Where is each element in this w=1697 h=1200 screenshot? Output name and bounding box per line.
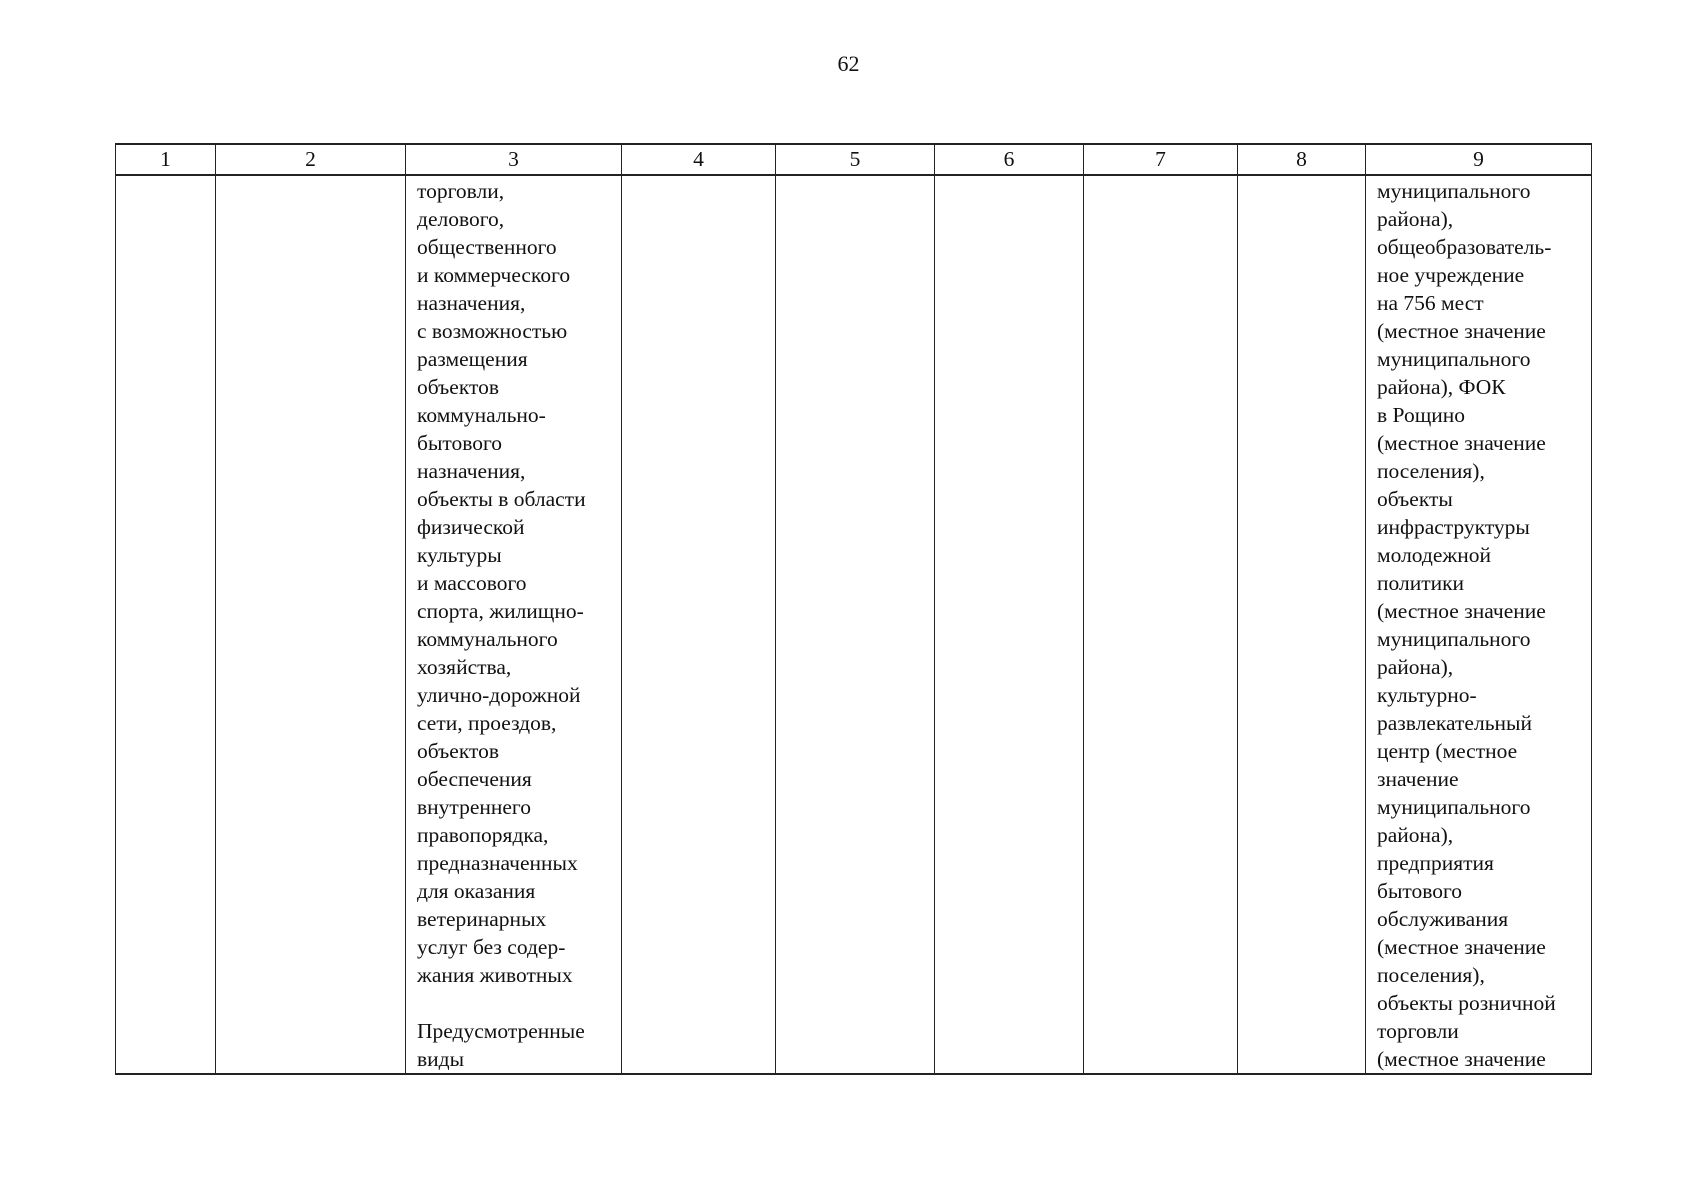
text-line: спорта, жилищно- <box>417 599 584 623</box>
text-line: размещения <box>417 347 528 371</box>
cell-col-3-text <box>406 176 621 1073</box>
text-line: (местное значение <box>1377 599 1546 623</box>
text-line: политики <box>1377 571 1465 595</box>
cell-col-2 <box>216 175 406 1074</box>
text-line: и коммерческого <box>417 263 571 287</box>
text-line: (местное значение <box>1377 431 1546 455</box>
text-line: для оказания <box>417 879 536 903</box>
text-line: объекты розничной <box>1377 991 1556 1015</box>
text-line: жания животных <box>417 963 573 987</box>
text-line: развлекательный <box>1377 711 1532 735</box>
text-line: бытового <box>1377 879 1463 903</box>
text-line: района), <box>1377 207 1454 231</box>
cell-col-4 <box>622 175 776 1074</box>
text-line: общественного <box>417 235 557 259</box>
text-line: предприятия <box>1377 851 1494 875</box>
text-line: предназначенных <box>417 851 578 875</box>
text-line: на 756 мест <box>1377 291 1484 315</box>
text-line: (местное значение <box>1377 1047 1546 1071</box>
text-line: объектов <box>417 739 499 763</box>
column-header-2: 2 <box>216 144 406 175</box>
text-line: обслуживания <box>1377 907 1509 931</box>
text-line: коммунального <box>417 627 558 651</box>
text-line: ветеринарных <box>417 907 547 931</box>
text-line: муниципального <box>1377 627 1531 651</box>
text-line: Предусмотренные <box>417 1019 585 1043</box>
text-line: (местное значение <box>1377 319 1546 343</box>
text-line: назначения, <box>417 291 526 315</box>
text-line: делового, <box>417 207 505 231</box>
text-line: сети, проездов, <box>417 711 557 735</box>
page-number: 62 <box>837 51 860 76</box>
cell-col-7 <box>1084 175 1238 1074</box>
column-header-9: 9 <box>1366 144 1592 175</box>
text-line: торговли <box>1377 1019 1459 1043</box>
text-line: района), <box>1377 655 1454 679</box>
text-line: и массового <box>417 571 527 595</box>
text-line: района), ФОК <box>1377 375 1506 399</box>
text-line: назначения, <box>417 459 526 483</box>
text-line: инфраструктуры <box>1377 515 1530 539</box>
column-header-1: 1 <box>116 144 216 175</box>
text-line: молодежной <box>1377 543 1492 567</box>
text-line: муниципального <box>1377 795 1531 819</box>
cell-col-9-text <box>1366 176 1591 1073</box>
column-header-7: 7 <box>1084 144 1238 175</box>
cell-col-3 <box>406 175 622 1074</box>
text-line: бытового <box>417 431 503 455</box>
text-line: культуры <box>417 543 502 567</box>
text-line: физической <box>417 515 525 539</box>
cell-col-1 <box>116 175 216 1074</box>
text-line: виды <box>417 1047 465 1071</box>
text-line: поселения), <box>1377 459 1485 483</box>
text-line: в Рощино <box>1377 403 1466 427</box>
text-line: с возможностью <box>417 319 568 343</box>
text-line: правопорядка, <box>417 823 549 847</box>
text-line: внутреннего <box>417 795 531 819</box>
text-line: (местное значение <box>1377 935 1546 959</box>
text-line: объекты <box>1377 487 1453 511</box>
text-line: обеспечения <box>417 767 532 791</box>
text-line: ное учреждение <box>1377 263 1525 287</box>
text-line <box>417 989 621 1017</box>
text-line: хозяйства, <box>417 655 512 679</box>
cell-col-9 <box>1366 175 1592 1074</box>
document-table <box>115 143 1592 1075</box>
text-line: центр (местное <box>1377 739 1518 763</box>
text-line: муниципального <box>1377 347 1531 371</box>
column-header-4: 4 <box>622 144 776 175</box>
text-line: муниципального <box>1377 179 1531 203</box>
cell-col-6 <box>935 175 1084 1074</box>
table-row <box>116 175 1592 1074</box>
text-line: объектов <box>417 375 499 399</box>
text-line: объекты в области <box>417 487 586 511</box>
column-header-6: 6 <box>935 144 1084 175</box>
cell-col-5 <box>776 175 935 1074</box>
text-line: общеобразователь- <box>1377 235 1552 259</box>
text-line: услуг без содер- <box>417 935 566 959</box>
text-line: поселения), <box>1377 963 1485 987</box>
header-row <box>116 144 1592 175</box>
cell-col-8 <box>1238 175 1366 1074</box>
column-header-3: 3 <box>406 144 622 175</box>
column-header-5: 5 <box>776 144 935 175</box>
text-line: улично-дорожной <box>417 683 581 707</box>
text-line: культурно- <box>1377 683 1477 707</box>
text-line: значение <box>1377 767 1459 791</box>
column-header-8: 8 <box>1238 144 1366 175</box>
text-line: района), <box>1377 823 1454 847</box>
text-line: торговли, <box>417 179 505 203</box>
text-line: коммунально- <box>417 403 546 427</box>
